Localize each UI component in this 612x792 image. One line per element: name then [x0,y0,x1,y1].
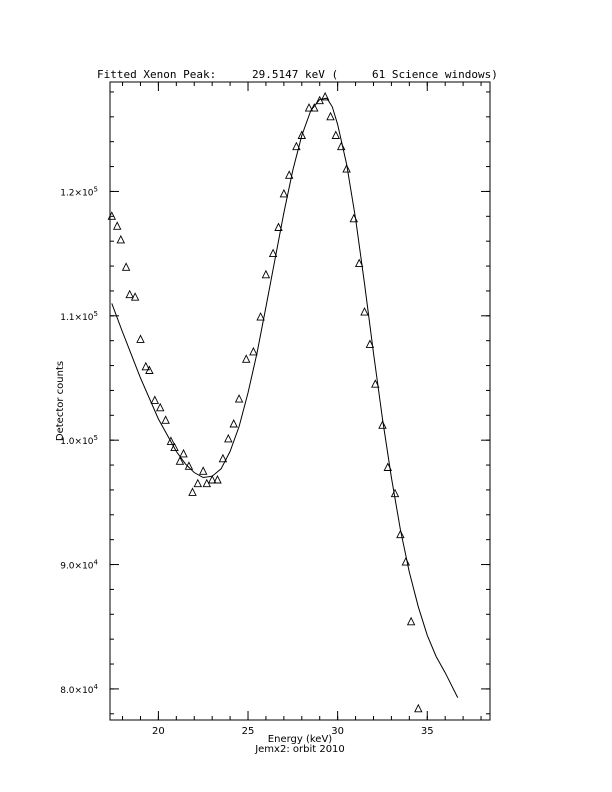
data-point [332,132,339,139]
data-point [243,355,250,362]
chart-title-energy: 29.5147 keV ( [252,68,339,81]
data-point [379,421,386,428]
data-point [151,396,158,403]
chart-title-label: Fitted Xenon Peak: [97,68,217,81]
x-tick-label: 20 [152,726,165,737]
data-point [262,271,269,278]
y-tick-label: $9.0\times 10^4$ [60,558,98,572]
y-tick-label: $8.0\times 10^4$ [60,682,98,696]
x-tick-label: 30 [331,726,345,737]
data-point [126,291,133,298]
fit-curve-group [112,98,458,697]
data-point [176,457,183,464]
x-tick-label: 25 [241,726,255,737]
data-point [185,462,192,469]
data-point [162,416,169,423]
plot-frame [110,82,490,720]
data-point [117,236,124,243]
y-tick-label: $1.1\times 10^5$ [60,309,98,323]
data-point [114,222,121,229]
data-point [108,212,115,219]
data-point [280,190,287,197]
data-points [108,93,422,712]
data-point [236,395,243,402]
data-point [230,420,237,427]
data-point [189,488,196,495]
data-point [194,480,201,487]
y-axis-label: Detector counts [55,360,66,442]
data-point [225,435,232,442]
y-tick-label: $1.2\times 10^5$ [60,185,98,199]
data-point [200,467,207,474]
data-point [157,404,164,411]
data-point [402,558,409,565]
data-point [257,313,264,320]
x-tick-label: 35 [420,726,434,737]
x-axis-label: Energy (keV) [267,734,333,745]
y-tick-label: $1.0\times 10^5$ [60,434,98,448]
chart-subtitle: Jemx2: orbit 2010 [255,744,345,755]
data-point [338,143,345,150]
fit-curve [112,98,458,697]
data-point [408,618,415,625]
data-point [415,705,422,712]
data-point [250,348,257,355]
chart-title-windows: 61 Science windows) [372,68,498,81]
data-point [137,335,144,342]
data-point [180,450,187,457]
data-point [361,308,368,315]
data-point [123,263,130,270]
data-point [327,113,334,120]
axis-ticks [110,82,490,720]
